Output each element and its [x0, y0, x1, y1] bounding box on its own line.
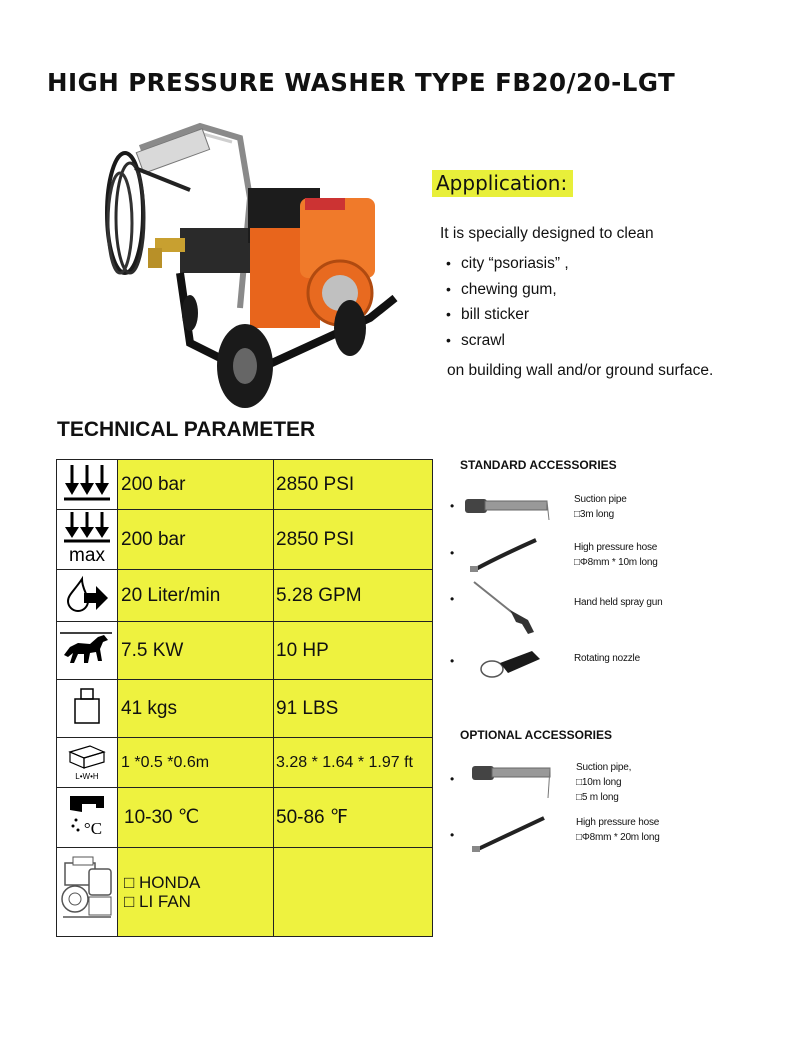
temperature-icon — [57, 788, 118, 848]
table-row — [57, 510, 433, 570]
power-kw: 7.5 KW — [118, 622, 274, 680]
bullet-dot: • — [450, 654, 455, 668]
engine-option-honda: □ HONDA — [124, 873, 201, 892]
table-row — [57, 570, 433, 622]
spray-gun-icon — [470, 578, 538, 636]
engine-options — [118, 848, 274, 937]
engine-icon — [57, 848, 118, 937]
standard-accessories-heading: STANDARD ACCESSORIES — [460, 458, 617, 472]
bullet-dot: • — [450, 592, 455, 606]
engine-empty-cell — [274, 848, 433, 937]
accessory-label: Suction pipe, □10m long □5 m long — [576, 762, 632, 803]
pressure-washer-photo — [100, 118, 405, 418]
table-row — [57, 788, 433, 848]
application-item: • scrawl — [448, 332, 505, 350]
svg-text:L•W•H: L•W•H — [75, 772, 99, 781]
table-row — [57, 848, 433, 937]
accessory-label: Suction pipe □3m long — [574, 494, 627, 520]
bullet-dot: • — [450, 828, 455, 842]
flow-rate-gpm: 5.28 GPM — [274, 570, 433, 622]
max-pressure-psi: 2850 PSI — [274, 510, 433, 570]
high-pressure-hose-icon — [472, 812, 548, 854]
pressure-bar: 200 bar — [118, 460, 274, 510]
svg-text:°C: °C — [83, 819, 103, 838]
accessory-label: High pressure hose □Φ8mm * 10m long — [574, 542, 658, 568]
svg-text:max: max — [69, 545, 105, 564]
max-pressure-bar: 200 bar — [118, 510, 274, 570]
power-hp: 10 HP — [274, 622, 433, 680]
bullet-dot: • — [450, 772, 455, 786]
technical-parameter-table — [56, 459, 433, 937]
horse-power-icon — [57, 622, 118, 680]
weight-lbs: 91 LBS — [274, 680, 433, 738]
accessory-label: Rotating nozzle — [574, 653, 640, 664]
application-heading: Appplication: — [432, 170, 573, 197]
max-pressure-icon — [57, 510, 118, 570]
technical-parameter-heading: TECHNICAL PARAMETER — [57, 418, 316, 441]
engine-option-lifan: □ LI FAN — [124, 892, 191, 911]
application-item: • city “psoriasis” , — [448, 255, 569, 273]
table-row — [57, 680, 433, 738]
dimension-box-icon — [57, 738, 118, 788]
high-pressure-hose-icon — [470, 536, 540, 574]
table-row — [57, 622, 433, 680]
pressure-icon — [57, 460, 118, 510]
suction-pipe-icon — [472, 758, 554, 800]
weight-icon — [57, 680, 118, 738]
application-item: • chewing gum, — [448, 281, 557, 299]
bullet-dot: • — [450, 546, 455, 560]
optional-accessories-heading: OPTIONAL ACCESSORIES — [460, 728, 613, 742]
dimension-imperial: 3.28 * 1.64 * 1.97 ft — [274, 738, 433, 788]
weight-kg: 41 kgs — [118, 680, 274, 738]
accessory-label: High pressure hose □Φ8mm * 20m long — [576, 817, 660, 843]
temperature-celsius: 10-30 ℃ — [118, 788, 274, 848]
page-title: HIGH PRESSURE WASHER TYPE FB20/20-LGT — [47, 68, 676, 97]
bullet-dot: • — [450, 499, 455, 513]
flow-rate-liter: 20 Liter/min — [118, 570, 274, 622]
application-item: • bill sticker — [448, 306, 529, 324]
rotating-nozzle-icon — [478, 645, 544, 681]
table-row — [57, 738, 433, 788]
table-row — [57, 460, 433, 510]
suction-pipe-icon — [465, 490, 555, 522]
application-outro: on building wall and/or ground surface. — [447, 362, 714, 379]
accessory-label: Hand held spray gun — [574, 597, 663, 608]
flow-rate-icon — [57, 570, 118, 622]
pressure-psi: 2850 PSI — [274, 460, 433, 510]
temperature-fahrenheit: 50-86 ℉ — [274, 788, 433, 848]
application-intro: It is specially designed to clean — [440, 225, 654, 242]
dimension-metric: 1 *0.5 *0.6m — [118, 738, 274, 788]
